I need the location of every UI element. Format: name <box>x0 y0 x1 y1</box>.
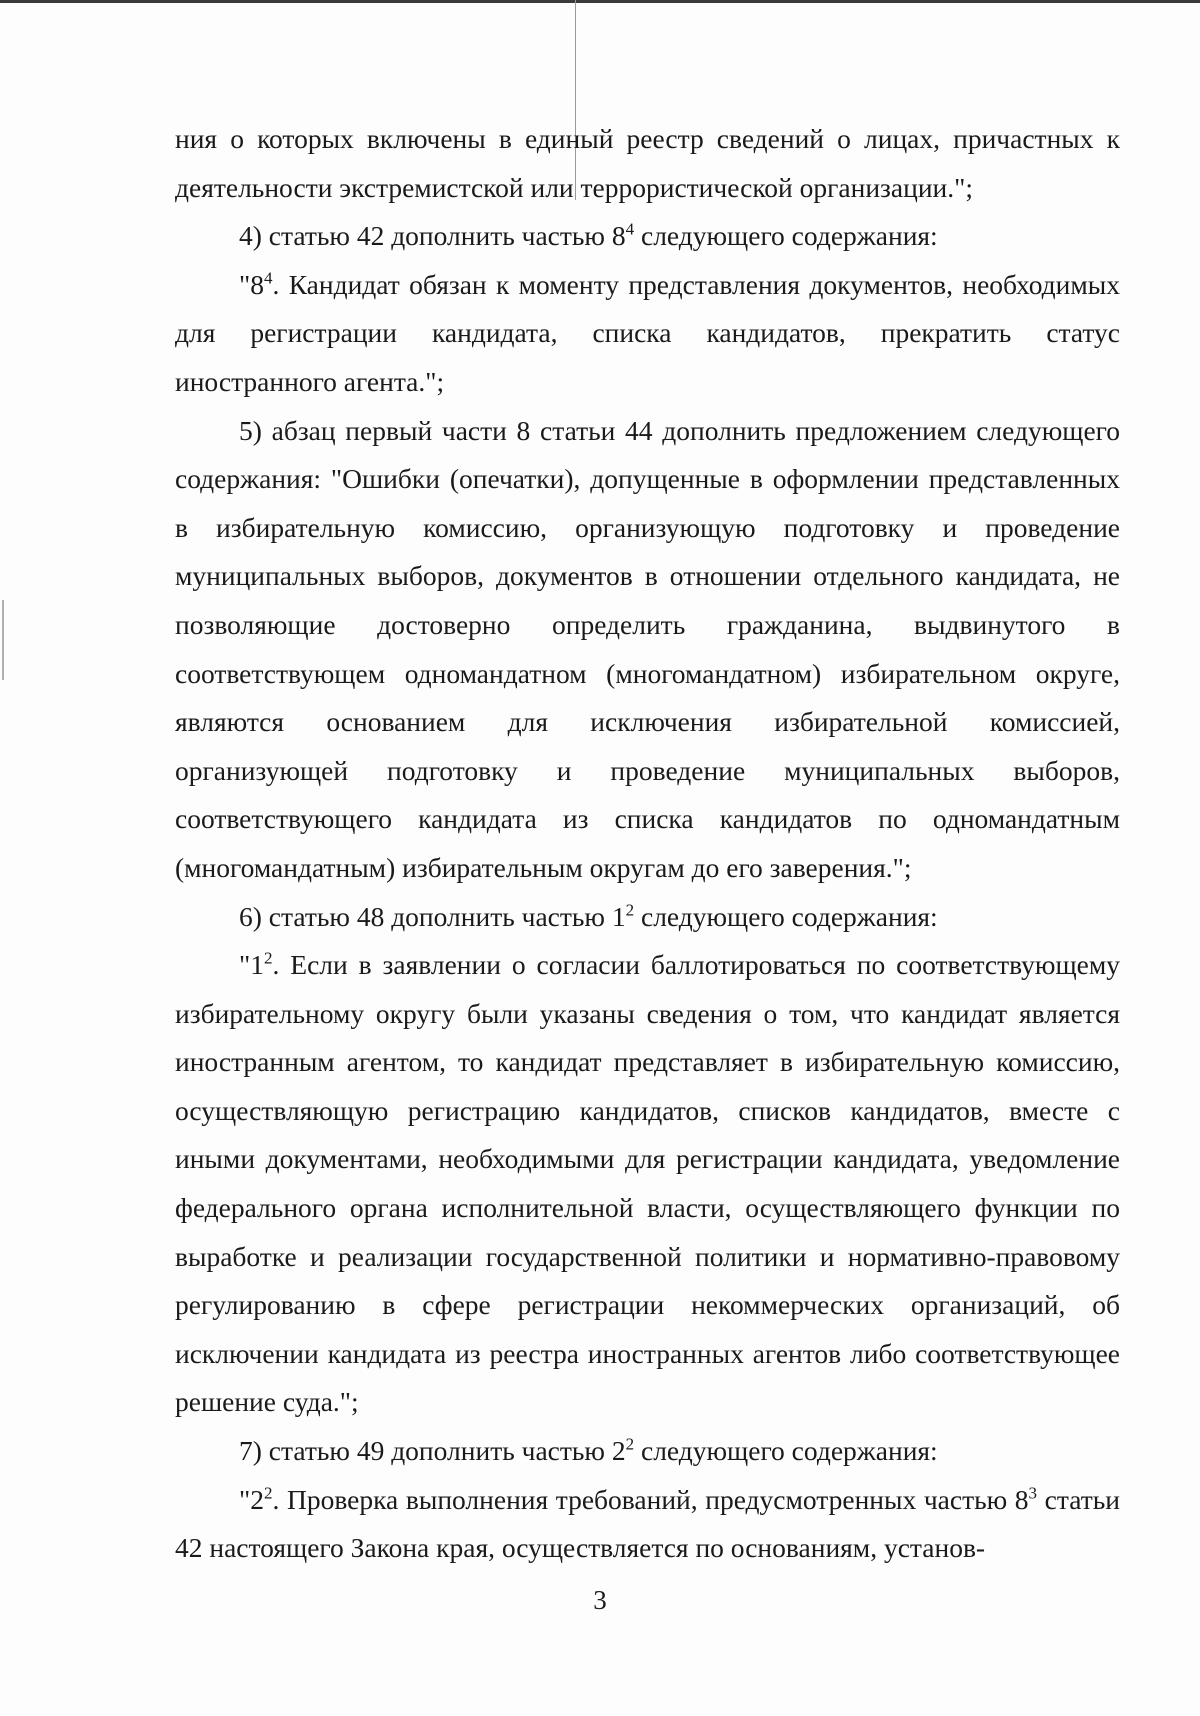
paragraph-item-5: 5) абзац первый части 8 статьи 44 дополнить предложением следующего содержания: "Ошибки (опечатки), допущенные в оформлении представленных в избирательную комиссию, организующую подготовку и проведение муниципальных выборов, документов в отношении отдельного кандидата, не позволяющие достоверно определить гражданина, выдвинутого в соответствующем одномандатном (многомандатном) избирательном округе, являются основанием для исключения избирательной комиссией, организующей подготовку и проведение муниципальных выборов, соответствующего кандидата из списка кандидатов по одномандатным (многомандатным) избирательным округам до его заверения."; <box>175 414 1120 883</box>
paragraph-item-7: 7) статью 49 дополнить частью $2^2$ следующего содержания: <box>239 1434 938 1467</box>
document-body <box>175 115 1120 1573</box>
scan-left-mark <box>2 600 4 680</box>
paragraph-item-4: 4) статью 42 дополнить частью $8^4$ следующего содержания: <box>239 219 938 252</box>
paragraph-continuation: ния о которых включены в единый реестр сведений о лицах, причастных к деятельности экстремистской или террористической организации."; <box>175 123 1120 203</box>
paragraph-item-6: 6) статью 48 дополнить частью $1^2$ следующего содержания: <box>239 899 938 932</box>
scan-top-edge <box>0 0 1200 3</box>
paragraph-part-1-2: "$1^2$. Если в заявлении о согласии баллотироваться по соответствующему избирательному округу были указаны сведения о том, что кандидат является иностранным агентом, то кандидат представляет в избирательную комиссию, осуществляющую регистрацию кандидатов, списков кандидатов, вместе с иными документами, необходимыми для регистрации кандидата, уведомление федерального органа исполнительной власти, осуществляющего функции по выработке и реализации государственной политики и нормативно-правовому регулированию в сфере регистрации некоммерческих организаций, об исключении кандидата из реестра иностранных агентов либо соответствующее решение суда."; <box>175 948 1120 1418</box>
paragraph-part-8-4: "$8^4$. Кандидат обязан к моменту представления документов, необходимых для регистрации кандидата, списка кандидатов, прекратить статус иностранного агента."; <box>175 268 1120 397</box>
paragraph-part-2-2: "$2^2$. Проверка выполнения требований, предусмотренных частью $8^3$ статьи 42 настоящего Закона края, осуществляется по основаниям, установ- <box>175 1483 1120 1564</box>
page-number: 3 <box>593 1585 607 1615</box>
